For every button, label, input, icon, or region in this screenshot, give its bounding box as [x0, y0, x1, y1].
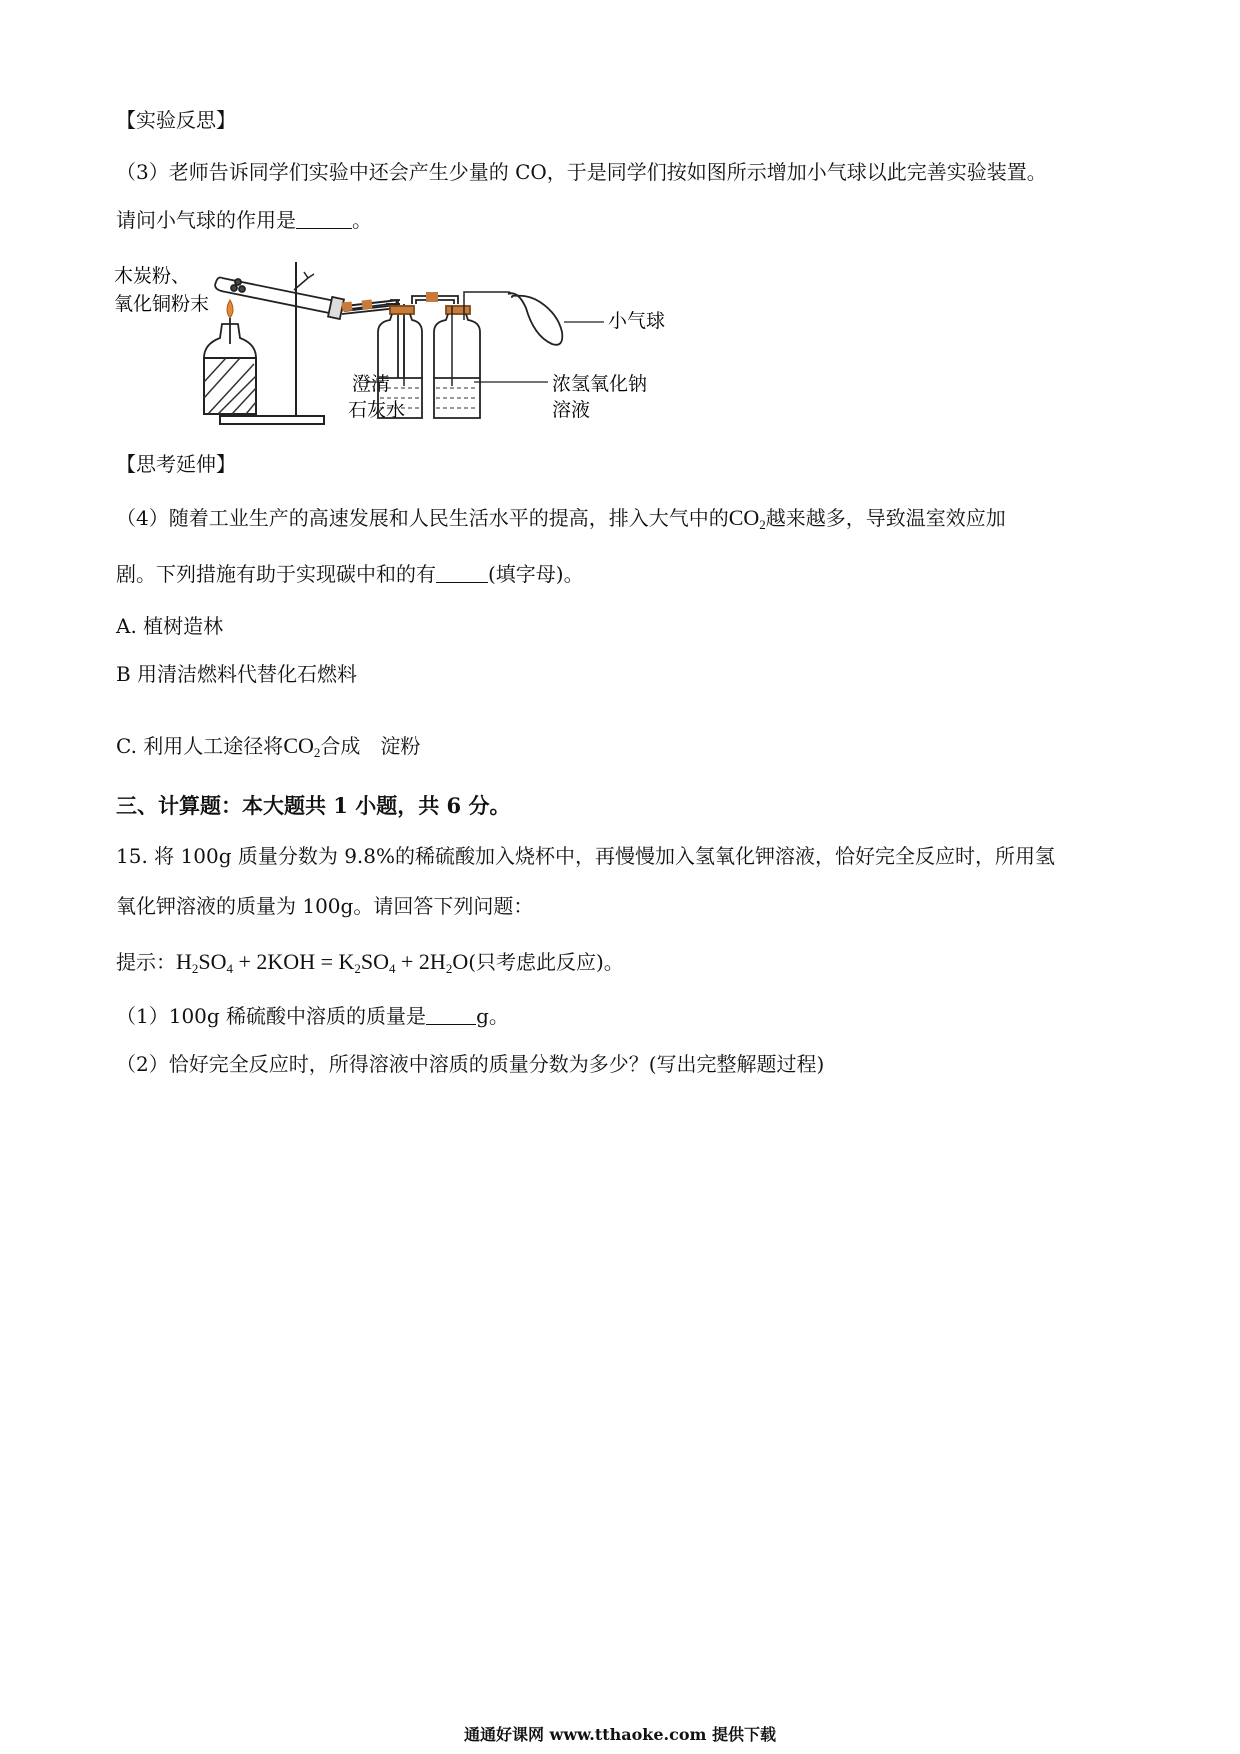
- hint-label: 提示：: [116, 950, 176, 974]
- question-3-prompt-end: 。: [352, 208, 372, 232]
- co2-formula: [283, 733, 320, 758]
- question-4-text: [116, 506, 1006, 530]
- eq-sub-2c: 2: [445, 961, 453, 976]
- answer-blank: [436, 564, 488, 583]
- option-b: B 用清洁燃料代替化石燃料: [116, 662, 358, 686]
- label-limewater-1: 澄清: [352, 373, 391, 395]
- co2-symbol: CO: [728, 505, 760, 530]
- eq-sub-4b: 4: [389, 961, 396, 976]
- hint-tail: (只考虑此反应)。: [468, 950, 624, 974]
- eq-h: H: [176, 949, 192, 974]
- question-4-prompt-a: 剧。下列措施有助于实现碳中和的有: [116, 562, 436, 586]
- eq-o: O: [452, 949, 469, 974]
- question-15-text-2: 氧化钾溶液的质量为 100g。请回答下列问题：: [116, 894, 534, 918]
- section-heading-extension: 【思考延伸】: [116, 452, 236, 476]
- section-heading-calculation: 三、计算题：本大题共 1 小题，共 6 分。: [116, 793, 511, 818]
- label-balloon: 小气球: [608, 310, 666, 332]
- question-4-prompt-b: (填字母)。: [488, 562, 584, 586]
- sub-question-1-unit: g。: [476, 1004, 509, 1028]
- option-c: [116, 734, 420, 758]
- option-c-text-b: 合成 淀粉: [320, 734, 421, 758]
- option-c-text-a: C. 利用人工途径将: [116, 734, 284, 758]
- answer-blank: [296, 210, 352, 229]
- label-limewater-2: 石灰水: [348, 399, 406, 421]
- eq-sub-4: 4: [226, 961, 234, 976]
- eq-plus: + 2H: [395, 949, 446, 974]
- spirit-lamp: [204, 318, 256, 358]
- sub-question-1: [116, 1004, 509, 1028]
- sub-question-2: （2）恰好完全反应时，所得溶液中溶质的质量分数为多少？(写出完整解题过程): [116, 1052, 825, 1076]
- question-15-text: 15. 将 100g 质量分数为 9.8%的稀硫酸加入烧杯中，再慢慢加入氢氧化钾溶液，恰好完全反应时，所用氢: [116, 844, 1056, 868]
- eq-so: SO: [198, 949, 227, 974]
- answer-blank: [426, 1006, 476, 1025]
- eq-so-2: SO: [360, 949, 390, 974]
- question-3-prompt: [116, 208, 372, 232]
- sub-question-1-text: （1）100g 稀硫酸中溶质的质量是: [116, 1004, 427, 1028]
- naoh-bottle: [434, 292, 512, 418]
- wooden-block: [204, 358, 256, 414]
- question-4-text-a: （4）随着工业生产的高速发展和人民生活水平的提高，排入大气中的: [116, 506, 729, 530]
- question-3-text: （3）老师告诉同学们实验中还会产生少量的 CO，于是同学们按如图所示增加小气球以此完善实验装置。: [116, 160, 1047, 184]
- page-footer: 通通好课网 www.tthaoke.com 提供下载: [463, 1725, 777, 1744]
- reaction-equation: [176, 949, 468, 974]
- balloon: [508, 293, 562, 345]
- label-reactants-1: 木炭粉、: [114, 265, 191, 287]
- label-naoh-2: 溶液: [552, 399, 591, 421]
- question-4-text-b: 越来越多，导致温室效应加: [765, 506, 1006, 530]
- co2-subscript: 2: [759, 517, 766, 532]
- flame: [227, 300, 233, 318]
- question-3-prompt-text: 请问小气球的作用是: [116, 208, 296, 232]
- eq-sub-2b: 2: [354, 961, 361, 976]
- label-reactants-2: 氧化铜粉末: [114, 293, 210, 315]
- question-4-prompt: [116, 562, 584, 586]
- co2-formula: [729, 505, 766, 530]
- hint-equation: [116, 950, 624, 974]
- section-heading-reflection: 【实验反思】: [116, 108, 236, 132]
- eq-sub-2: 2: [191, 961, 199, 976]
- eq-mid: + 2KOH = K: [233, 949, 355, 974]
- apparatus-figure: [108, 248, 708, 428]
- co2-symbol: CO: [283, 733, 314, 758]
- co2-subscript: 2: [313, 745, 321, 760]
- option-a: A. 植树造林: [116, 614, 224, 638]
- connecting-tube-2: [412, 292, 458, 304]
- label-naoh-1: 浓氢氧化钠: [552, 373, 648, 395]
- test-tube: [215, 278, 344, 320]
